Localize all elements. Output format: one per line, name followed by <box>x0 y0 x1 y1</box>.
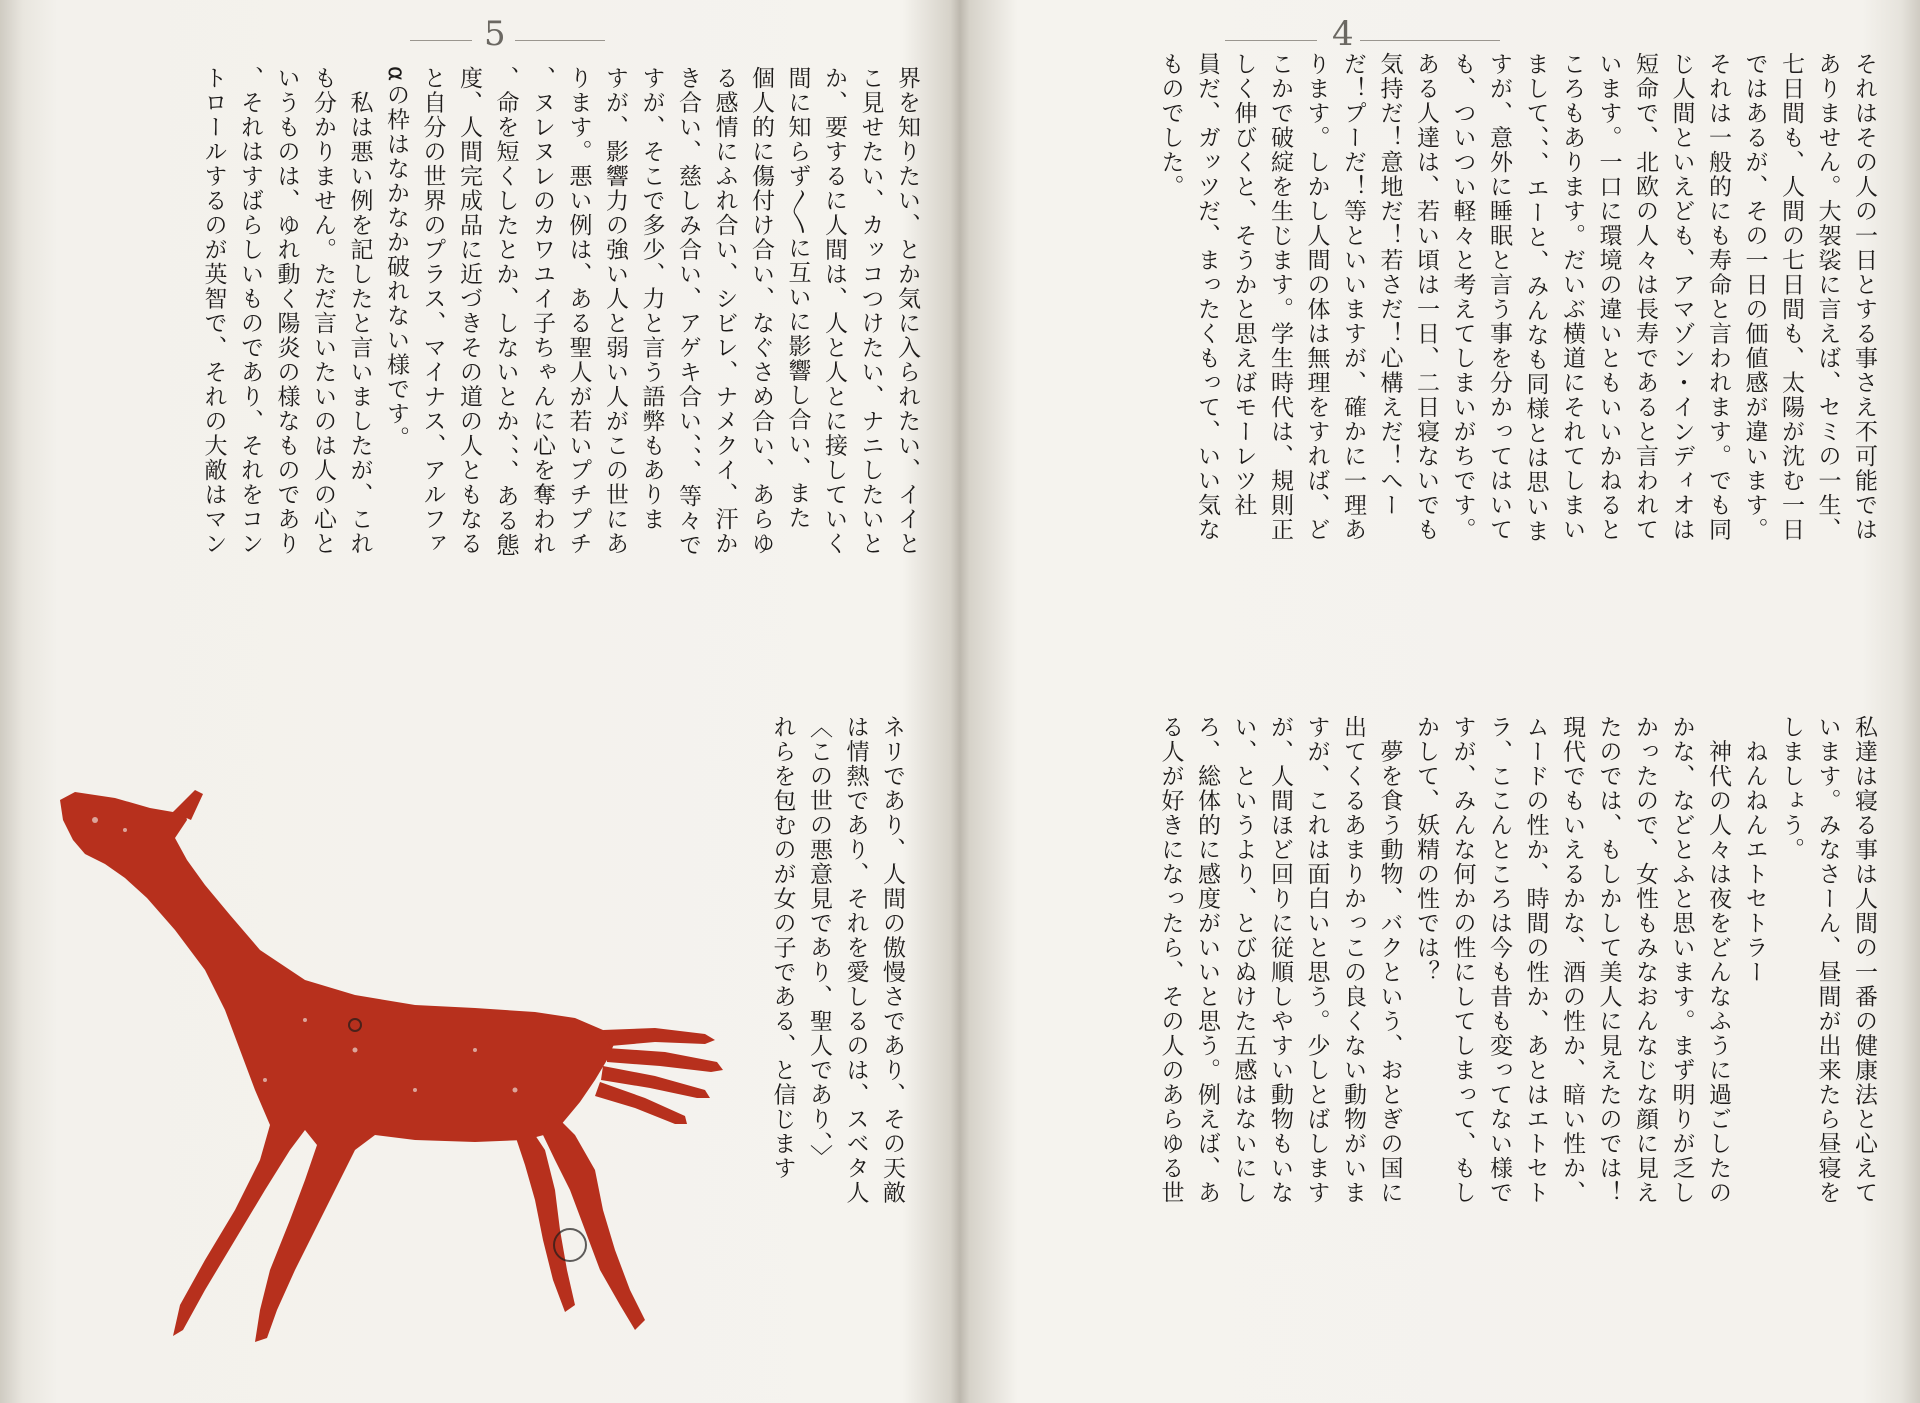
right-page-lower-text: 私達は寝る事は人間の一番の健康法と心えて います。みなさーん、昼間が出来たら昼寝を しましょう。 ねんねんエトセトラー 神代の人々は夜をどんなふうに過ごしたの かな、などとふと思います。まず明りが乏し かったので、女性もみなおんなじな顔に見え たのでは、もしかして美人に見えたのでは！ 現代でもいえるかな、酒の性か、暗い性か、 ムードの性か、時間の性か、あとはエトセト ラ、ここんところは今も昔も変ってない様で すが、みんな何かの性にしてしまって、もし かして、妖精の性では？ 夢を食う動物、バクという、おとぎの国に 出てくるあまりかっこの良くない動物がいま すが、これは面白いと思う。少しとばします が、人間ほど回りに従順しやすい動物もいな い、というより、とびぬけた五感はないにし ろ、総体的に感度がいいと思う。例えば、あ る人が好きになったら、その人のあらゆる世 <box>1157 715 1877 1205</box>
right-page-upper-text: それはその人の一日とする事さえ不可能では ありません。大袈裟に言えば、セミの一生、 七日間も、人間の七日間も、太陽が沈む一日 ではあるが、その一日の価値感が違います。 それは一般的にも寿命と言われます。でも同 じ人間といえども、アマゾン・インディオは 短命で、北欧の人々は長寿であると言われて います。一口に環境の違いともいいかねると ころもあります。だいぶ横道にそれてしまい まして、、、エーと、みんなも同様とは思いま すが、意外に睡眠と言う事を分かってはいて も、ついつい軽々と考えてしまいがちです。 ある人達は、若い頃は一日、二日寝ないでも 気持だ！意地だ！若さだ！心構えだ！へー だ！プーだ！等といいますが、確かに一理あ ります。しかし人間の体は無理をすれば、ど こかで破綻を生じます。学生時代は、規則正 しく伸びくと、そうかと思えばモーレツ社 員だ、ガッツだ、まったくもって、いい気な ものでした。 <box>1157 52 1877 544</box>
right-page <box>960 0 1920 1403</box>
left-page-lower-text: ネリであり、人間の傲慢さであり、その天敵 は情熱であり、それを愛しるのは、スベタ人 〈この世の悪意見であり、聖人であり、〉 れらを包むのが女の子である、と信じます <box>769 715 905 1205</box>
header-rule-left <box>1225 40 1317 41</box>
header-rule-left <box>410 40 472 41</box>
page-number-left: 5 <box>484 14 506 54</box>
page-number-right: 4 <box>1332 14 1354 54</box>
left-page-upper-text: 界を知りたい、とか気に入られたい、イイと こ見せたい、カッコつけたい、ナニしたいと か、要するに人間は、人と人とに接していく 間に知らず〳〵に互いに影響し合い、また 個人的に傷付け合い、なぐさめ合い、あらゆ る感情にふれ合い、シビレ、ナメクイ、汗か き合い、慈しみ合い、アゲキ合い、、、等々で すが、そこで多少、力と言う語弊もありま すが、影響力の強い人と弱い人がこの世にあ ります。悪い例は、ある聖人が若いプチプチ 、ヌレヌレのカワユイ子ちゃんに心を奪われ 、命を短くしたとか、しないとか、、、ある態 度、人間完成品に近づきその道の人ともなる と自分の世界のプラス、マイナス、アルファ αの枠はなかなか破れない様です。 私は悪い例を記したと言いましたが、これ も分かりません。ただ言いたいのは人の心と いうものは、ゆれ動く陽炎の様なものであり 、それはすばらしいものであり、それをコン トロールするのが英智で、それの大敵はマン <box>200 66 920 558</box>
header-rule-right <box>515 40 605 41</box>
header-rule-right <box>1360 40 1500 41</box>
horse-print-icon <box>55 790 845 1350</box>
